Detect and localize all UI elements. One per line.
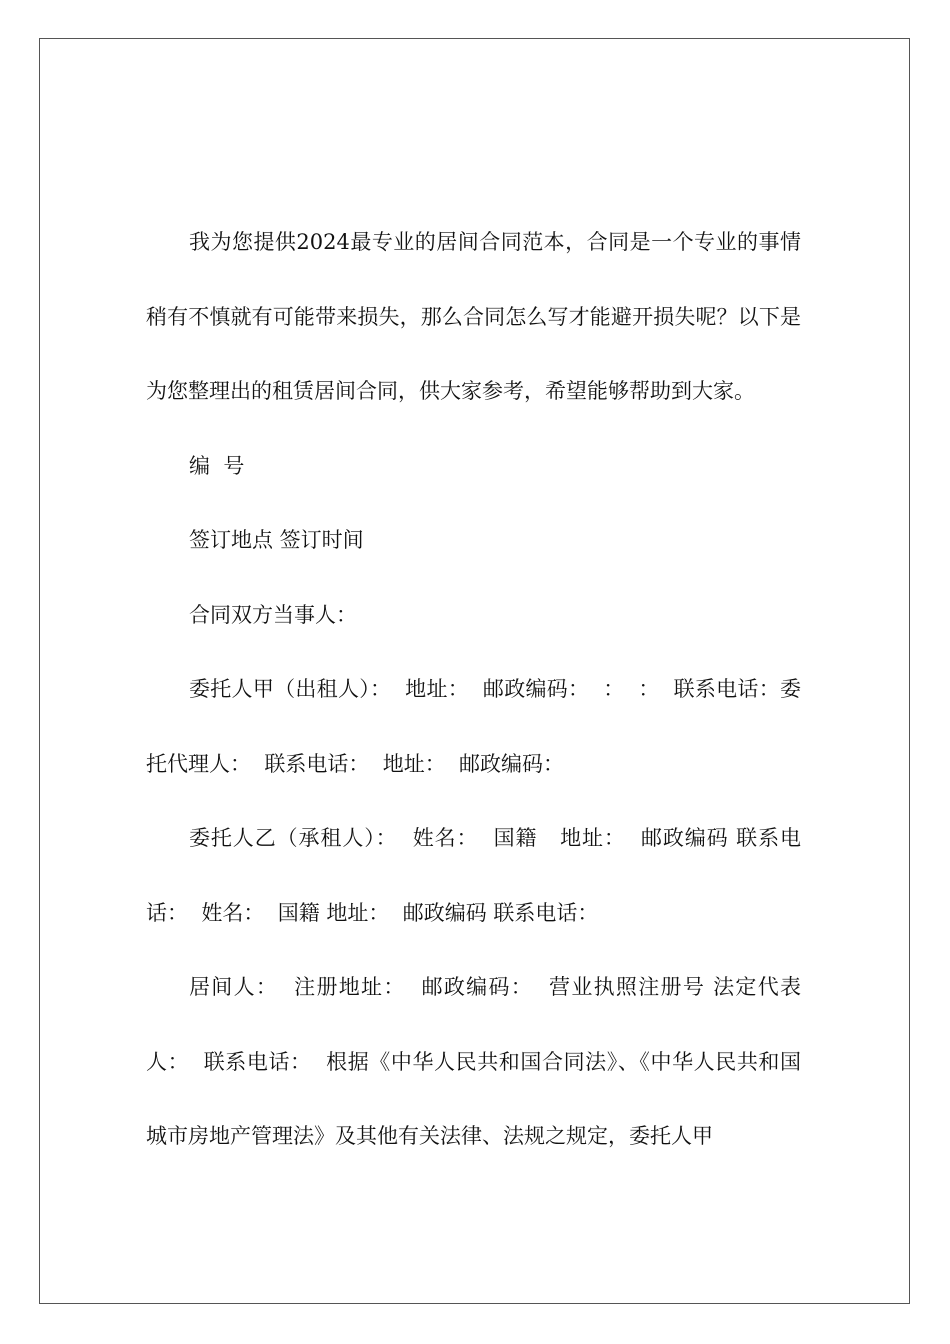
intro-paragraph: 我为您提供2024最专业的居间合同范本，合同是一个专业的事情稍有不慎就有可能带来损失，那么合同怎么写才能避开损失呢？以下是为您整理出的租赁居间合同，供大家参考，希望能够帮助到大家。 — [146, 230, 801, 403]
party-b-paragraph: 委托人乙（承租人）： 姓名： 国籍 地址： 邮政编码 联系电话： 姓名： 国籍 地址： 邮政编码 联系电话： — [146, 826, 801, 925]
contract-number-label: 编 号 — [189, 453, 245, 478]
party-a-paragraph: 委托人甲（出租人）： 地址： 邮政编码： ： ： 联系电话：委托代理人： 联系电话： 地址： 邮政编码： — [146, 677, 801, 776]
document-body — [146, 205, 801, 1174]
parties-heading: 合同双方当事人： — [189, 602, 357, 627]
broker-paragraph: 居间人： 注册地址： 邮政编码： 营业执照注册号 法定代表人： 联系电话： 根据《中华人民共和国合同法》、《中华人民共和国城市房地产管理法》及其他有关法律、法规之规定，委托人甲 — [146, 975, 801, 1148]
signing-place-time-line: 签订地点 签订时间 — [189, 528, 364, 552]
